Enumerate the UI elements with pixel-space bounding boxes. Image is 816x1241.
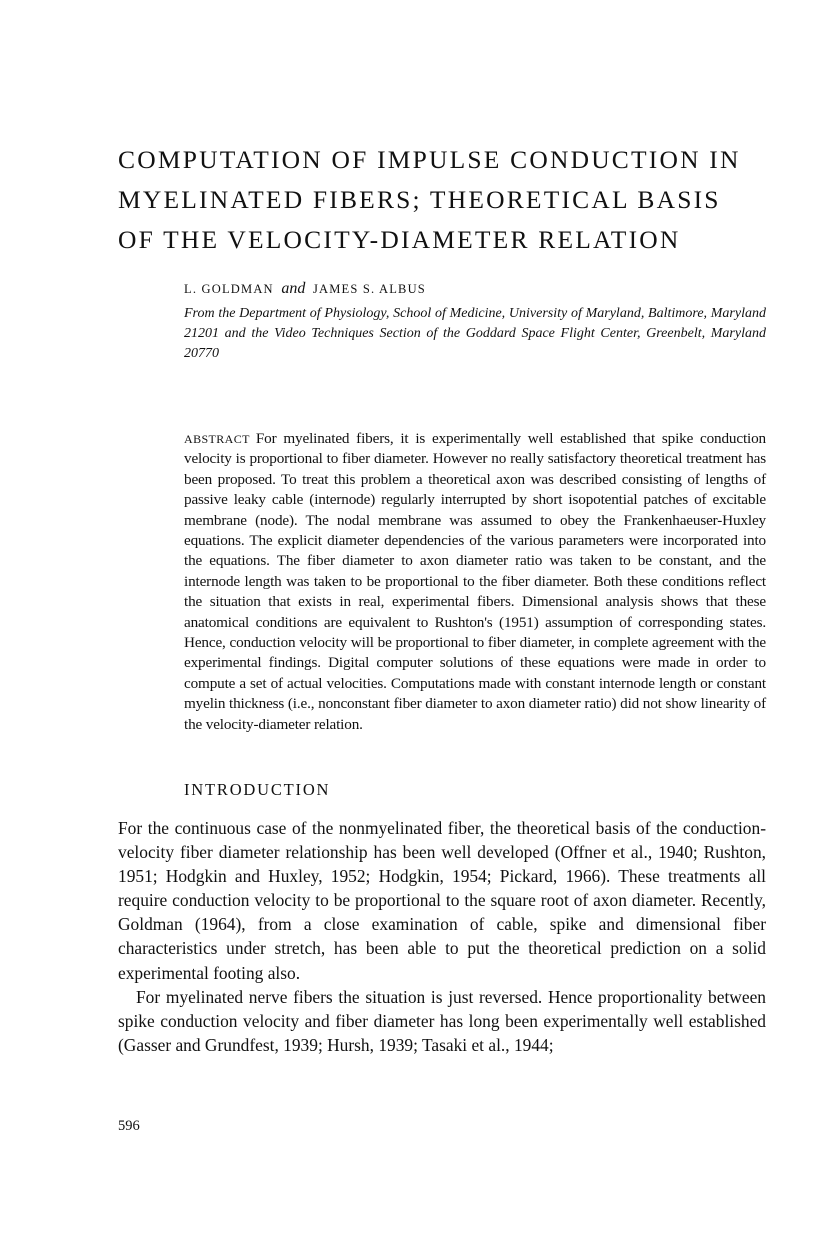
title-line-3: OF THE VELOCITY-DIAMETER RELATION [118,225,681,254]
intro-paragraph-2: For myelinated nerve fibers the situation is just reversed. Hence proportionality between spike conduction velocity and fiber diameter has long been experimentally well established (Gasser and Grundfest, 1939; Hursh, 1939; Tasaki et al., 1944; [118,986,766,1055]
paper-title [118,140,741,260]
page-number: 596 [118,1118,140,1134]
abstract [184,429,766,735]
affiliation: From the Department of Physiology, School of Medicine, University of Maryland, Baltimore, Maryland 21201 and the Video Techniques Section of the Goddard Space Flight Center, Greenbelt, Maryland 20770 [184,306,766,361]
abstract-text: For myelinated fibers, it is experimentally well established that spike conduction velocity is proportional to fiber diameter. However no really satisfactory theoretical treatment has been proposed. To treat this problem a theoretical axon was described consisting of lengths of passive leaky cable (internode) regularly interrupted by short isopotential patches of excitable membrane (node). The nodal membrane was assumed to obey the Frankenhaeuser-Huxley equations. The explicit diameter dependencies of the various parameters were incorporated into the equations. The fiber diameter to axon diameter ratio was taken to be constant, and the internode length was taken to be proportional to the fiber diameter. Both these conditions reflect the situation that exists in real, experimental fibers. Dimensional analysis shows that these anatomical conditions are equivalent to Rushton's (1951) assumption of corresponding states. Hence, conduction velocity will be proportional to fiber diameter, in complete agreement with the experimental findings. Digital computer solutions of these equations were made in order to compute a set of actual velocities. Computations made with constant internode length or constant myelin thickness (i.e., nonconstant fiber diameter to axon diameter ratio) did not show linearity of the velocity-diameter relation. [184,430,766,733]
author-2: JAMES S. ALBUS [312,282,426,296]
author-line [184,280,764,298]
abstract-label: ABSTRACT [184,432,250,446]
title-line-1: COMPUTATION OF IMPULSE CONDUCTION IN [118,145,741,174]
introduction-body [118,816,766,1057]
author-conjunction: and [281,280,306,297]
title-line-2: MYELINATED FIBERS; THEORETICAL BASIS [118,185,721,214]
section-heading: INTRODUCTION [184,780,331,799]
intro-paragraph-1: For the continuous case of the nonmyelinated fiber, the theoretical basis of the conduction-velocity fiber diameter relationship has been well developed (Offner et al., 1940; Rushton, 1951; Hodgkin and Huxley, 1952; Hodgkin, 1954; Pickard, 1966). These treatments all require conduction velocity to be proportional to the square root of axon diameter. Recently, Goldman (1964), from a close examination of cable, spike and dimensional fiber characteristics under stretch, has been able to put the theoretical prediction on a solid experimental footing also. [118,818,766,983]
author-1: L. GOLDMAN [184,282,274,296]
